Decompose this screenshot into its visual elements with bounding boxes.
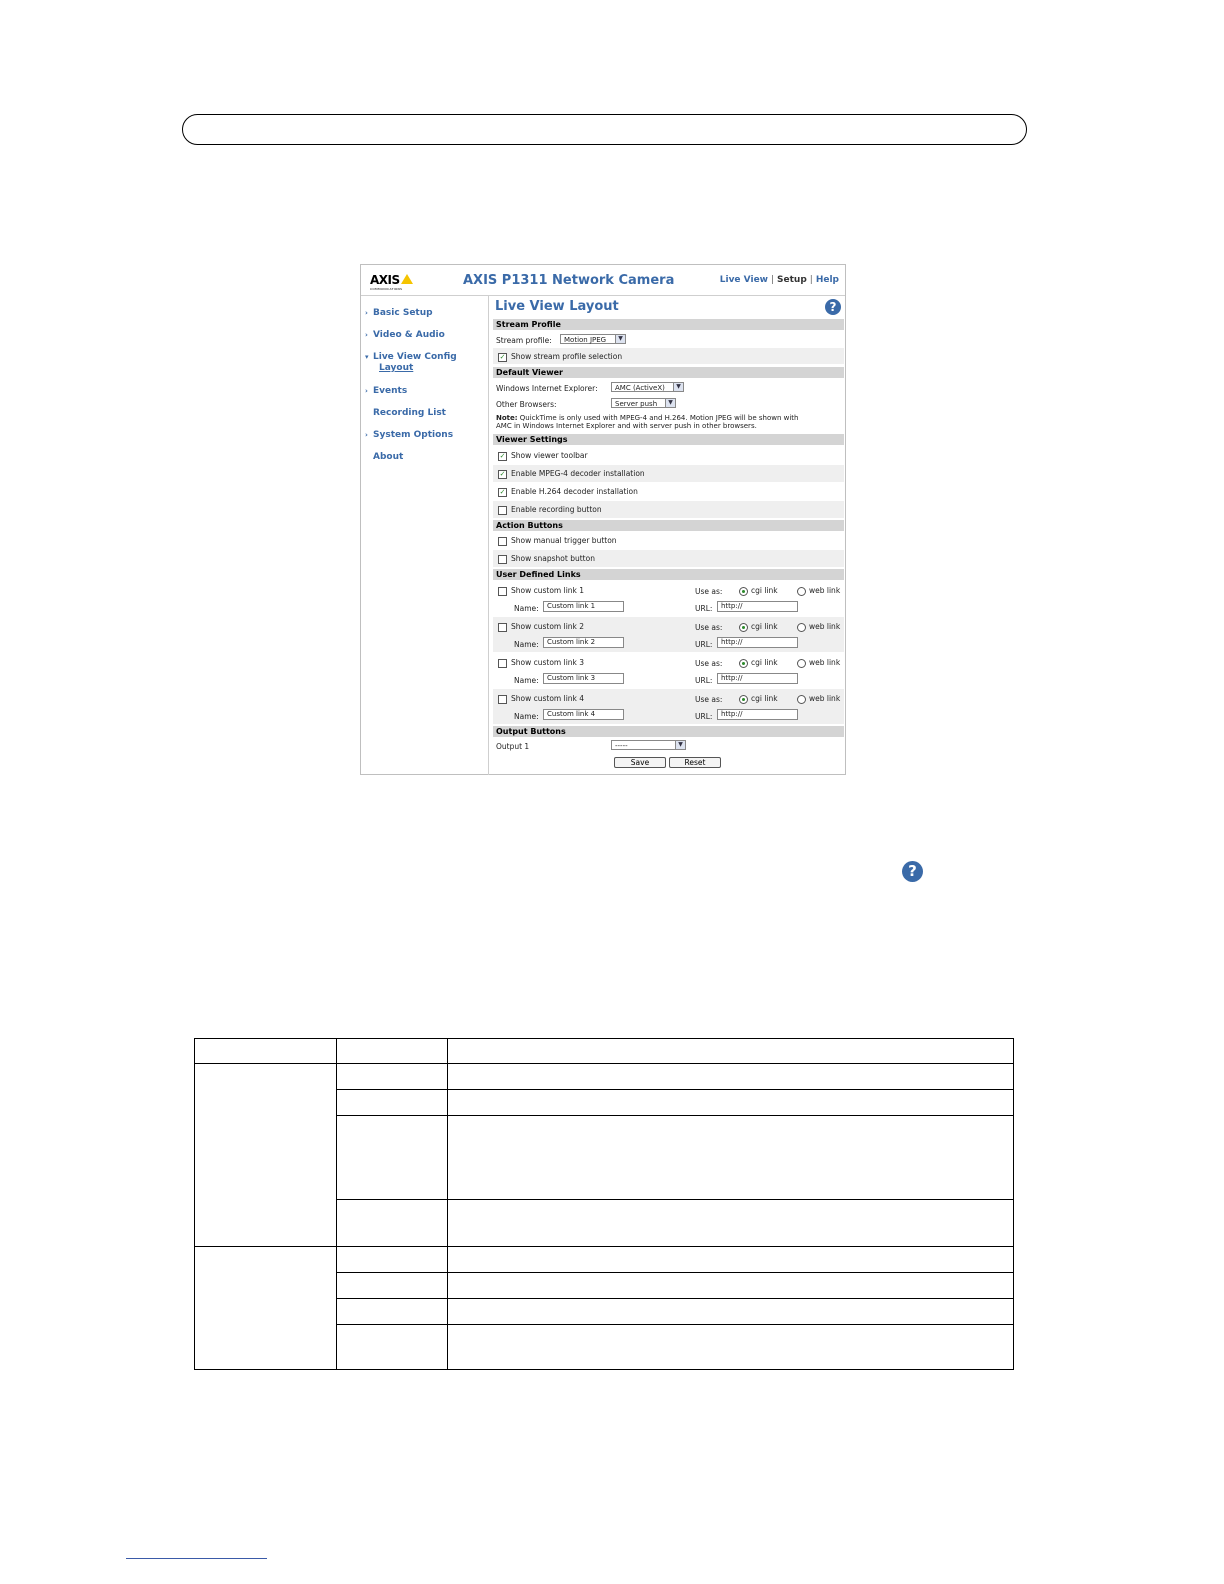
show-profile-selection-label: Show stream profile selection <box>511 352 623 361</box>
section-user-defined-links: User Defined Links <box>493 569 844 580</box>
viewer-setting-row: ✓ Show viewer toolbar <box>499 451 588 460</box>
section-output-buttons: Output Buttons <box>493 726 844 737</box>
arrow-right-icon: › <box>365 431 368 439</box>
cgi-link-radio[interactable] <box>739 659 748 668</box>
arrow-right-icon: › <box>365 309 368 317</box>
custom-link-name-input[interactable]: Custom link 4 <box>543 709 624 720</box>
show-profile-selection-checkbox[interactable]: ✓ <box>499 352 506 361</box>
setup-link[interactable]: Setup <box>777 275 807 285</box>
camera-setup-screenshot <box>360 264 846 775</box>
custom-link-checkbox[interactable] <box>498 695 507 704</box>
help-link[interactable]: Help <box>815 275 839 285</box>
sidebar-item-video-audio[interactable]: › Video & Audio <box>365 330 445 340</box>
manual-trigger-checkbox[interactable] <box>498 537 507 546</box>
snapshot-button-checkbox[interactable] <box>498 555 507 564</box>
section-stream-profile: Stream Profile <box>493 319 844 330</box>
camera-title: AXIS P1311 Network Camera <box>463 273 675 288</box>
custom-link-name-input[interactable]: Custom link 3 <box>543 673 624 684</box>
custom-link-checkbox[interactable] <box>498 587 507 596</box>
footer-link-underline[interactable] <box>126 1558 267 1559</box>
chapter-header-bar <box>182 114 1027 145</box>
table-row <box>195 1064 1014 1090</box>
custom-link-checkbox[interactable] <box>498 659 507 668</box>
recording-button-checkbox[interactable] <box>498 506 507 515</box>
custom-link-name-input[interactable]: Custom link 1 <box>543 601 624 612</box>
sidebar-item-basic-setup[interactable]: › Basic Setup <box>365 308 433 318</box>
custom-link-url-input[interactable]: http:// <box>717 673 798 684</box>
web-link-radio[interactable] <box>797 623 806 632</box>
custom-link-block: Show custom link 2 Use as: cgi link web link Name: Custom link 2 URL: http:// <box>493 617 844 652</box>
table-row <box>195 1039 1014 1064</box>
arrow-right-icon: › <box>365 387 368 395</box>
show-profile-selection-row <box>493 348 844 364</box>
web-link-radio[interactable] <box>797 587 806 596</box>
reset-button[interactable]: Reset <box>669 757 721 768</box>
output-row <box>493 739 844 753</box>
custom-link-block: Show custom link 1 Use as: cgi link web link Name: Custom link 1 URL: http:// <box>493 581 844 616</box>
axis-logo-subtitle: COMMUNICATIONS <box>370 287 403 291</box>
ie-viewer-row <box>493 381 844 395</box>
other-browsers-label: Other Browsers: <box>496 400 557 409</box>
reference-table <box>194 1038 1014 1370</box>
mpeg4-decoder-checkbox[interactable]: ✓ <box>499 469 506 478</box>
cgi-link-radio[interactable] <box>739 623 748 632</box>
viewer-toolbar-checkbox[interactable]: ✓ <box>499 451 506 460</box>
viewer-note: Note: QuickTime is only used with MPEG-4 and H.264. Motion JPEG will be shown with AMC in Windows Internet Explorer and with server push in other browsers. <box>496 414 799 430</box>
help-icon[interactable]: ? <box>825 299 841 315</box>
section-viewer-settings: Viewer Settings <box>493 434 844 445</box>
cgi-link-radio[interactable] <box>739 695 748 704</box>
sidebar-item-about[interactable]: About <box>373 452 404 462</box>
stream-profile-row <box>493 334 844 346</box>
custom-link-name-input[interactable]: Custom link 2 <box>543 637 624 648</box>
chevron-down-icon: ▼ <box>615 335 625 343</box>
chevron-down-icon: ▼ <box>673 383 683 391</box>
viewer-setting-row: Enable recording button <box>493 501 844 518</box>
custom-link-url-input[interactable]: http:// <box>717 709 798 720</box>
ie-viewer-select[interactable]: AMC (ActiveX) ▼ <box>611 382 684 392</box>
section-action-buttons: Action Buttons <box>493 520 844 531</box>
web-link-radio[interactable] <box>797 659 806 668</box>
table-row <box>195 1247 1014 1273</box>
action-button-row: Show snapshot button <box>493 550 844 567</box>
sidebar-item-live-view-config[interactable]: ▾ Live View Config <box>365 352 457 362</box>
output-select[interactable]: ----- ▼ <box>611 740 686 750</box>
sidebar-item-layout[interactable]: Layout <box>379 363 414 373</box>
custom-link-url-input[interactable]: http:// <box>717 601 798 612</box>
chevron-down-icon: ▼ <box>675 741 685 749</box>
camera-topbar <box>361 265 845 296</box>
live-view-link[interactable]: Live View <box>719 275 768 285</box>
section-default-viewer: Default Viewer <box>493 367 844 378</box>
custom-link-block: Show custom link 3 Use as: cgi link web link Name: Custom link 3 URL: http:// <box>493 653 844 688</box>
action-button-row: Show manual trigger button <box>493 532 844 549</box>
axis-logo-triangle-icon <box>401 274 413 284</box>
h264-decoder-checkbox[interactable]: ✓ <box>499 487 506 496</box>
stream-profile-label: Stream profile: <box>496 336 552 345</box>
help-icon-large: ? <box>902 861 923 882</box>
arrow-right-icon: › <box>365 331 368 339</box>
other-browsers-select[interactable]: Server push ▼ <box>611 398 676 408</box>
output-label: Output 1 <box>496 742 530 751</box>
custom-link-block: Show custom link 4 Use as: cgi link web link Name: Custom link 4 URL: http:// <box>493 689 844 724</box>
sidebar-item-events[interactable]: › Events <box>365 386 408 396</box>
chevron-down-icon: ▼ <box>665 399 675 407</box>
custom-link-checkbox[interactable] <box>498 623 507 632</box>
web-link-radio[interactable] <box>797 695 806 704</box>
other-browsers-row <box>493 397 844 411</box>
custom-link-url-input[interactable]: http:// <box>717 637 798 648</box>
sidebar-item-recording-list[interactable]: Recording List <box>373 408 446 418</box>
save-button[interactable]: Save <box>614 757 666 768</box>
ie-viewer-label: Windows Internet Explorer: <box>496 384 598 393</box>
stream-profile-select[interactable]: Motion JPEG ▼ <box>560 334 626 344</box>
setup-sidebar <box>361 296 489 775</box>
arrow-down-icon: ▾ <box>365 353 369 361</box>
top-links: Live View | Setup | Help <box>719 275 839 285</box>
viewer-setting-row: ✓ Enable MPEG-4 decoder installation <box>493 465 844 482</box>
axis-logo: AXIS <box>370 273 400 287</box>
viewer-setting-row: ✓ Enable H.264 decoder installation <box>499 487 638 496</box>
page-title: Live View Layout <box>495 299 619 314</box>
sidebar-item-system-options[interactable]: › System Options <box>365 430 454 440</box>
cgi-link-radio[interactable] <box>739 587 748 596</box>
